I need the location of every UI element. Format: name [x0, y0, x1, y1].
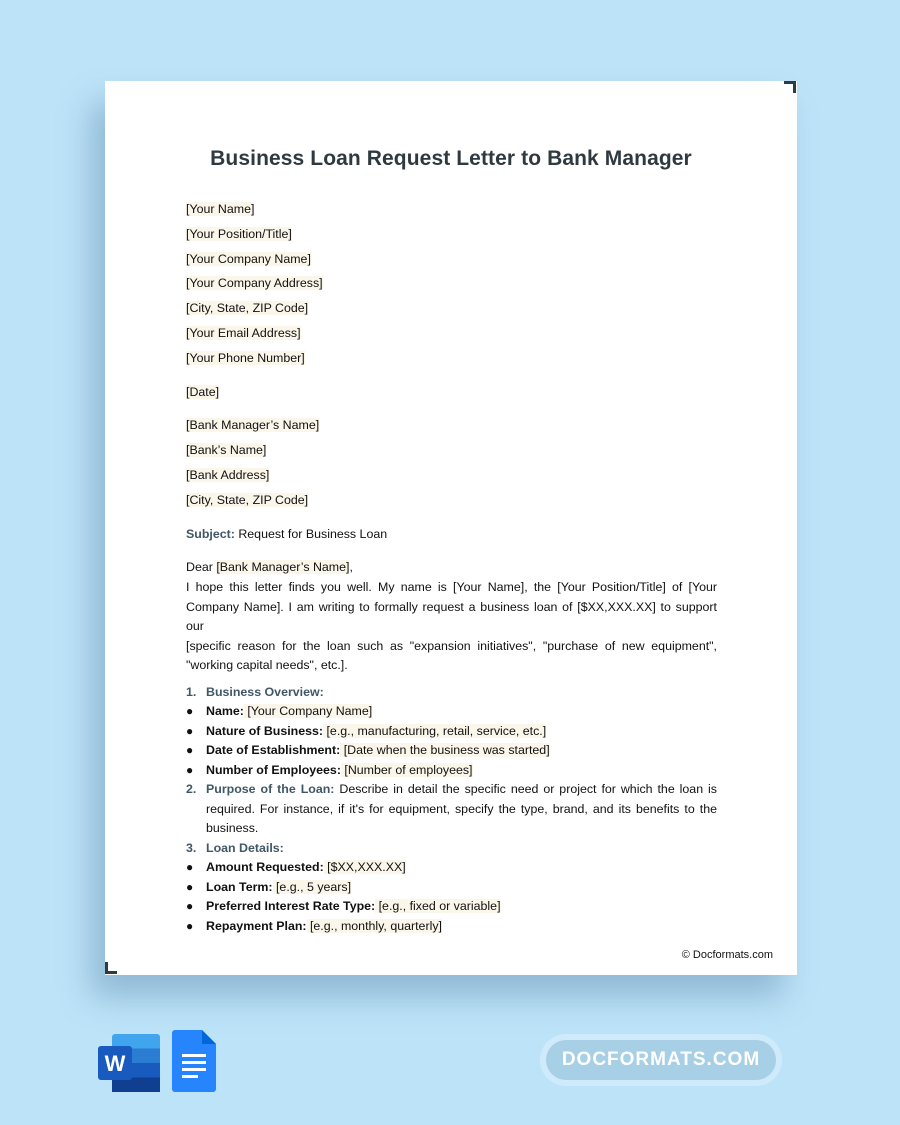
section-body-line: required. For instance, if it's for equipment, specify the type, brand, and its benefits to the — [206, 801, 717, 816]
document-title: Business Loan Request Letter to Bank Manager — [210, 147, 692, 170]
word-icon[interactable] — [98, 1034, 160, 1092]
bullet-icon: ● — [186, 899, 194, 914]
salutation — [186, 557, 717, 578]
intro-line: I hope this letter finds you well. My name is [Your Name], the [Your Position/Title] of [Your — [186, 580, 717, 595]
bullet-value: [e.g., fixed or variable] — [375, 899, 501, 914]
section-number: 1. — [186, 684, 197, 699]
recipient-address: [Bank Address] — [186, 467, 270, 482]
recipient-bank: [Bank’s Name] — [186, 443, 267, 458]
bullet-label: Loan Term: — [206, 879, 273, 894]
bullet-value: [Date when the business was started] — [340, 743, 550, 758]
bullet-item — [186, 917, 717, 937]
salutation-name: [Bank Manager’s Name] — [216, 560, 350, 575]
sender-company: [Your Company Name] — [186, 251, 311, 266]
section-heading: Business Overview: — [206, 684, 324, 699]
document-page — [105, 81, 797, 975]
sender-block — [186, 199, 717, 373]
section-number: 2. — [186, 782, 197, 797]
bullet-icon: ● — [186, 762, 194, 777]
sender-phone: [Your Phone Number] — [186, 350, 305, 365]
bullet-item — [186, 761, 717, 781]
bullet-label: Amount Requested: — [206, 860, 324, 875]
section-body-line: Describe in detail the specific need or project for which the loan is — [334, 782, 717, 797]
bullet-icon: ● — [186, 743, 194, 758]
crop-mark-bottom-left — [105, 962, 117, 974]
brand-badge[interactable] — [540, 1034, 782, 1086]
subject-text: Request for Business Loan — [238, 526, 388, 541]
letter-body — [186, 199, 717, 936]
bullet-label: Nature of Business: — [206, 723, 324, 738]
bullet-item — [186, 702, 717, 722]
bullet-icon: ● — [186, 918, 194, 933]
bullet-item — [186, 878, 717, 898]
section-heading: Purpose of the Loan: — [206, 782, 335, 797]
letter-date: [Date] — [186, 384, 220, 399]
crop-mark-top-right — [784, 81, 796, 93]
subject-label: Subject: — [186, 526, 235, 541]
bullet-value: [Number of employees] — [340, 762, 473, 777]
recipient-block — [186, 415, 717, 514]
section-purpose-of-loan — [186, 780, 717, 839]
bullet-value: [e.g., monthly, quarterly] — [306, 918, 442, 933]
recipient-city: [City, State, ZIP Code] — [186, 492, 309, 507]
sender-position: [Your Position/Title] — [186, 226, 292, 241]
bullet-label: Number of Employees: — [206, 762, 341, 777]
recipient-name: [Bank Manager’s Name] — [186, 418, 320, 433]
section-heading: Loan Details: — [206, 840, 284, 855]
sender-city: [City, State, ZIP Code] — [186, 301, 309, 316]
section-number: 3. — [186, 840, 197, 855]
bullet-label: Preferred Interest Rate Type: — [206, 899, 376, 914]
copyright-notice: © Docformats.com — [681, 949, 773, 961]
bullet-value: [$XX,XXX.XX] — [323, 860, 406, 875]
google-docs-icon[interactable] — [172, 1030, 216, 1092]
intro-line: Company Name]. I am writing to formally request a business loan of [$XX,XXX.XX] to support our — [186, 599, 717, 634]
section-business-overview — [186, 683, 717, 703]
bullet-item — [186, 897, 717, 917]
intro-line: [specific reason for the loan such as "expansion initiatives", "purchase of new equipment", — [186, 638, 717, 653]
salutation-suffix: , — [349, 560, 353, 575]
bullet-item — [186, 722, 717, 742]
brand-label: DOCFORMATS.COM — [546, 1040, 776, 1080]
bullet-value: [e.g., manufacturing, retail, service, etc.] — [323, 723, 547, 738]
section-body-line: business. — [206, 821, 259, 836]
bullet-value: [e.g., 5 years] — [272, 879, 352, 894]
intro-paragraph — [186, 578, 717, 676]
intro-line: "working capital needs", etc.]. — [186, 658, 348, 673]
sender-name: [Your Name] — [186, 202, 255, 216]
sender-address: [Your Company Address] — [186, 276, 323, 291]
subject-line — [186, 524, 717, 549]
bullet-label: Repayment Plan: — [206, 918, 307, 933]
bullet-value: [Your Company Name] — [243, 704, 373, 719]
svg-text:W: W — [104, 1051, 126, 1076]
bullet-label: Date of Establishment: — [206, 743, 341, 758]
bullet-icon: ● — [186, 860, 194, 875]
bullet-item — [186, 741, 717, 761]
bullet-icon: ● — [186, 879, 194, 894]
salutation-prefix: Dear — [186, 560, 217, 575]
bullet-item — [186, 858, 717, 878]
bullet-label: Name: — [206, 704, 244, 719]
section-loan-details — [186, 839, 717, 859]
bullet-icon: ● — [186, 723, 194, 738]
sender-email: [Your Email Address] — [186, 325, 301, 340]
bullet-icon: ● — [186, 704, 194, 719]
